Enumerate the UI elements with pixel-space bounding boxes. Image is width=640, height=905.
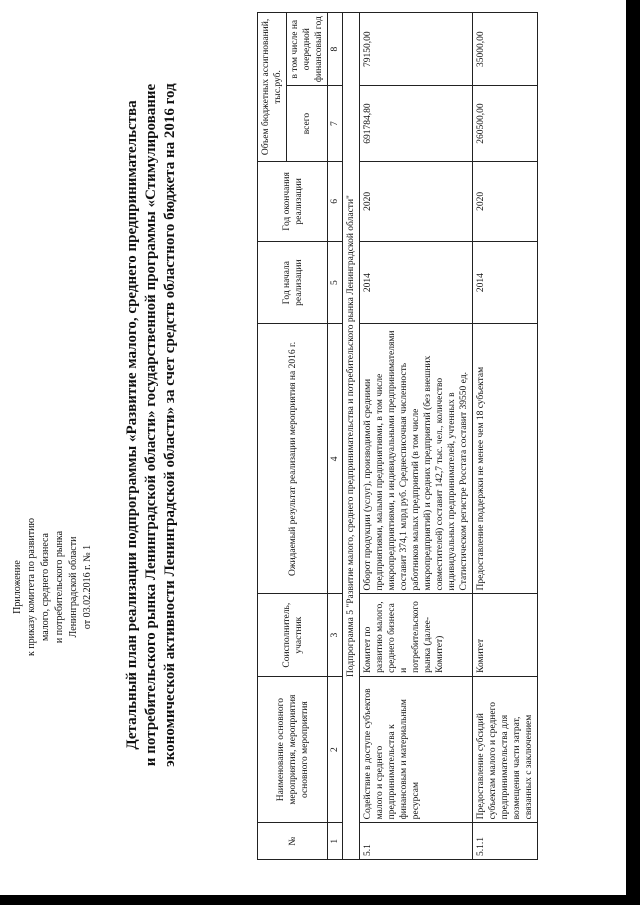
column-number: 8 <box>328 13 343 86</box>
title-line: и потребительского рынка Ленинградской области» государственной программы «Стимулирование <box>143 83 159 767</box>
row-executor: Комитет <box>473 594 538 676</box>
header-budget: Объем бюджетных ассигнований, тыс.руб. <box>258 13 287 162</box>
header-executor: Соисполнитель, участник <box>258 594 328 676</box>
row-num: 5.1.1 <box>473 823 538 860</box>
row-num: 5.1 <box>360 823 473 860</box>
document-title <box>123 80 180 770</box>
header-row <box>258 13 287 860</box>
subprogram-row <box>343 13 360 860</box>
column-number: 3 <box>328 594 343 676</box>
appendix-line: малого, среднего бизнеса <box>40 532 51 642</box>
plan-table <box>257 12 538 860</box>
row-start-year: 2014 <box>473 241 538 323</box>
column-number: 2 <box>328 676 343 823</box>
column-number: 7 <box>328 86 343 162</box>
column-number: 1 <box>328 823 343 860</box>
header-end-year: Год окончания реализации <box>258 161 328 241</box>
row-result: Оборот продукции (услуг), производимой средними предприятиями, малыми предприятиями, в том числе микропредприятиями, и индивидуальными предпринимателями составит 374,1 млрд руб. Среднесписочная численность работников малых предприятий (в том числе микропредприятий) и средних предприятий (без внешних совместителей) составит 142,7 тыс. чел., количество индивидуальных предпринимателей, учтенных в Статистическом регистре Росстата составит 39550 ед. <box>360 324 473 594</box>
column-number-row <box>328 13 343 860</box>
header-name: Наименование основного мероприятия, мероприятия основного мероприятия <box>258 676 328 823</box>
row-queue: 79150,00 <box>360 13 473 86</box>
title-line: Детальный план реализации подпрограммы «Развитие малого, среднего предпринимательства <box>124 100 140 750</box>
appendix-line: и потребительского рынка <box>54 530 65 644</box>
row-start-year: 2014 <box>360 241 473 323</box>
row-name: Содействие в доступе субъектов малого и среднего предпринимательства к финансовым и материальным ресурсам <box>360 676 473 823</box>
row-name: Предоставление субсидий субъектам малого и среднего предпринимательства для возмещения части затрат, связанных с заключением <box>473 676 538 823</box>
title-line: экономической активности Ленинградской области» за счет средств областного бюджета на 2016 год <box>162 83 178 767</box>
header-total: всего <box>287 86 328 162</box>
table-row <box>360 13 473 860</box>
header-queue: в том числе на очередной финансовый год <box>287 13 328 86</box>
row-result: Предоставление поддержки не менее чем 18 субъектам <box>473 324 538 594</box>
appendix-line: Приложение <box>12 560 23 614</box>
row-queue: 35000,00 <box>473 13 538 86</box>
row-total: 260500,00 <box>473 86 538 162</box>
header-result: Ожидаемый результат реализации мероприятия на 2016 г. <box>258 324 328 594</box>
row-end-year: 2020 <box>473 161 538 241</box>
column-number: 4 <box>328 324 343 594</box>
row-executor: Комитет по развитию малого, среднего бизнеса и потребительского рынка (далее-Комитет) <box>360 594 473 676</box>
appendix-block <box>11 512 95 662</box>
header-num: № <box>258 823 328 860</box>
row-total: 691784,80 <box>360 86 473 162</box>
subprogram-title: Подпрограмма 5 "Развитие малого, среднего предпринимательства и потребительского рынка Ленинградской области" <box>343 13 360 860</box>
column-number: 6 <box>328 161 343 241</box>
row-end-year: 2020 <box>360 161 473 241</box>
header-start-year: Год начала реализации <box>258 241 328 323</box>
table-row <box>473 13 538 860</box>
appendix-line: к приказу комитета по развитию <box>26 517 37 657</box>
rotated-document-page <box>5 0 640 900</box>
appendix-line: от 03.02.2016 г. № 1 <box>82 544 93 630</box>
appendix-line: Ленинградской области <box>68 536 79 638</box>
column-number: 5 <box>328 241 343 323</box>
